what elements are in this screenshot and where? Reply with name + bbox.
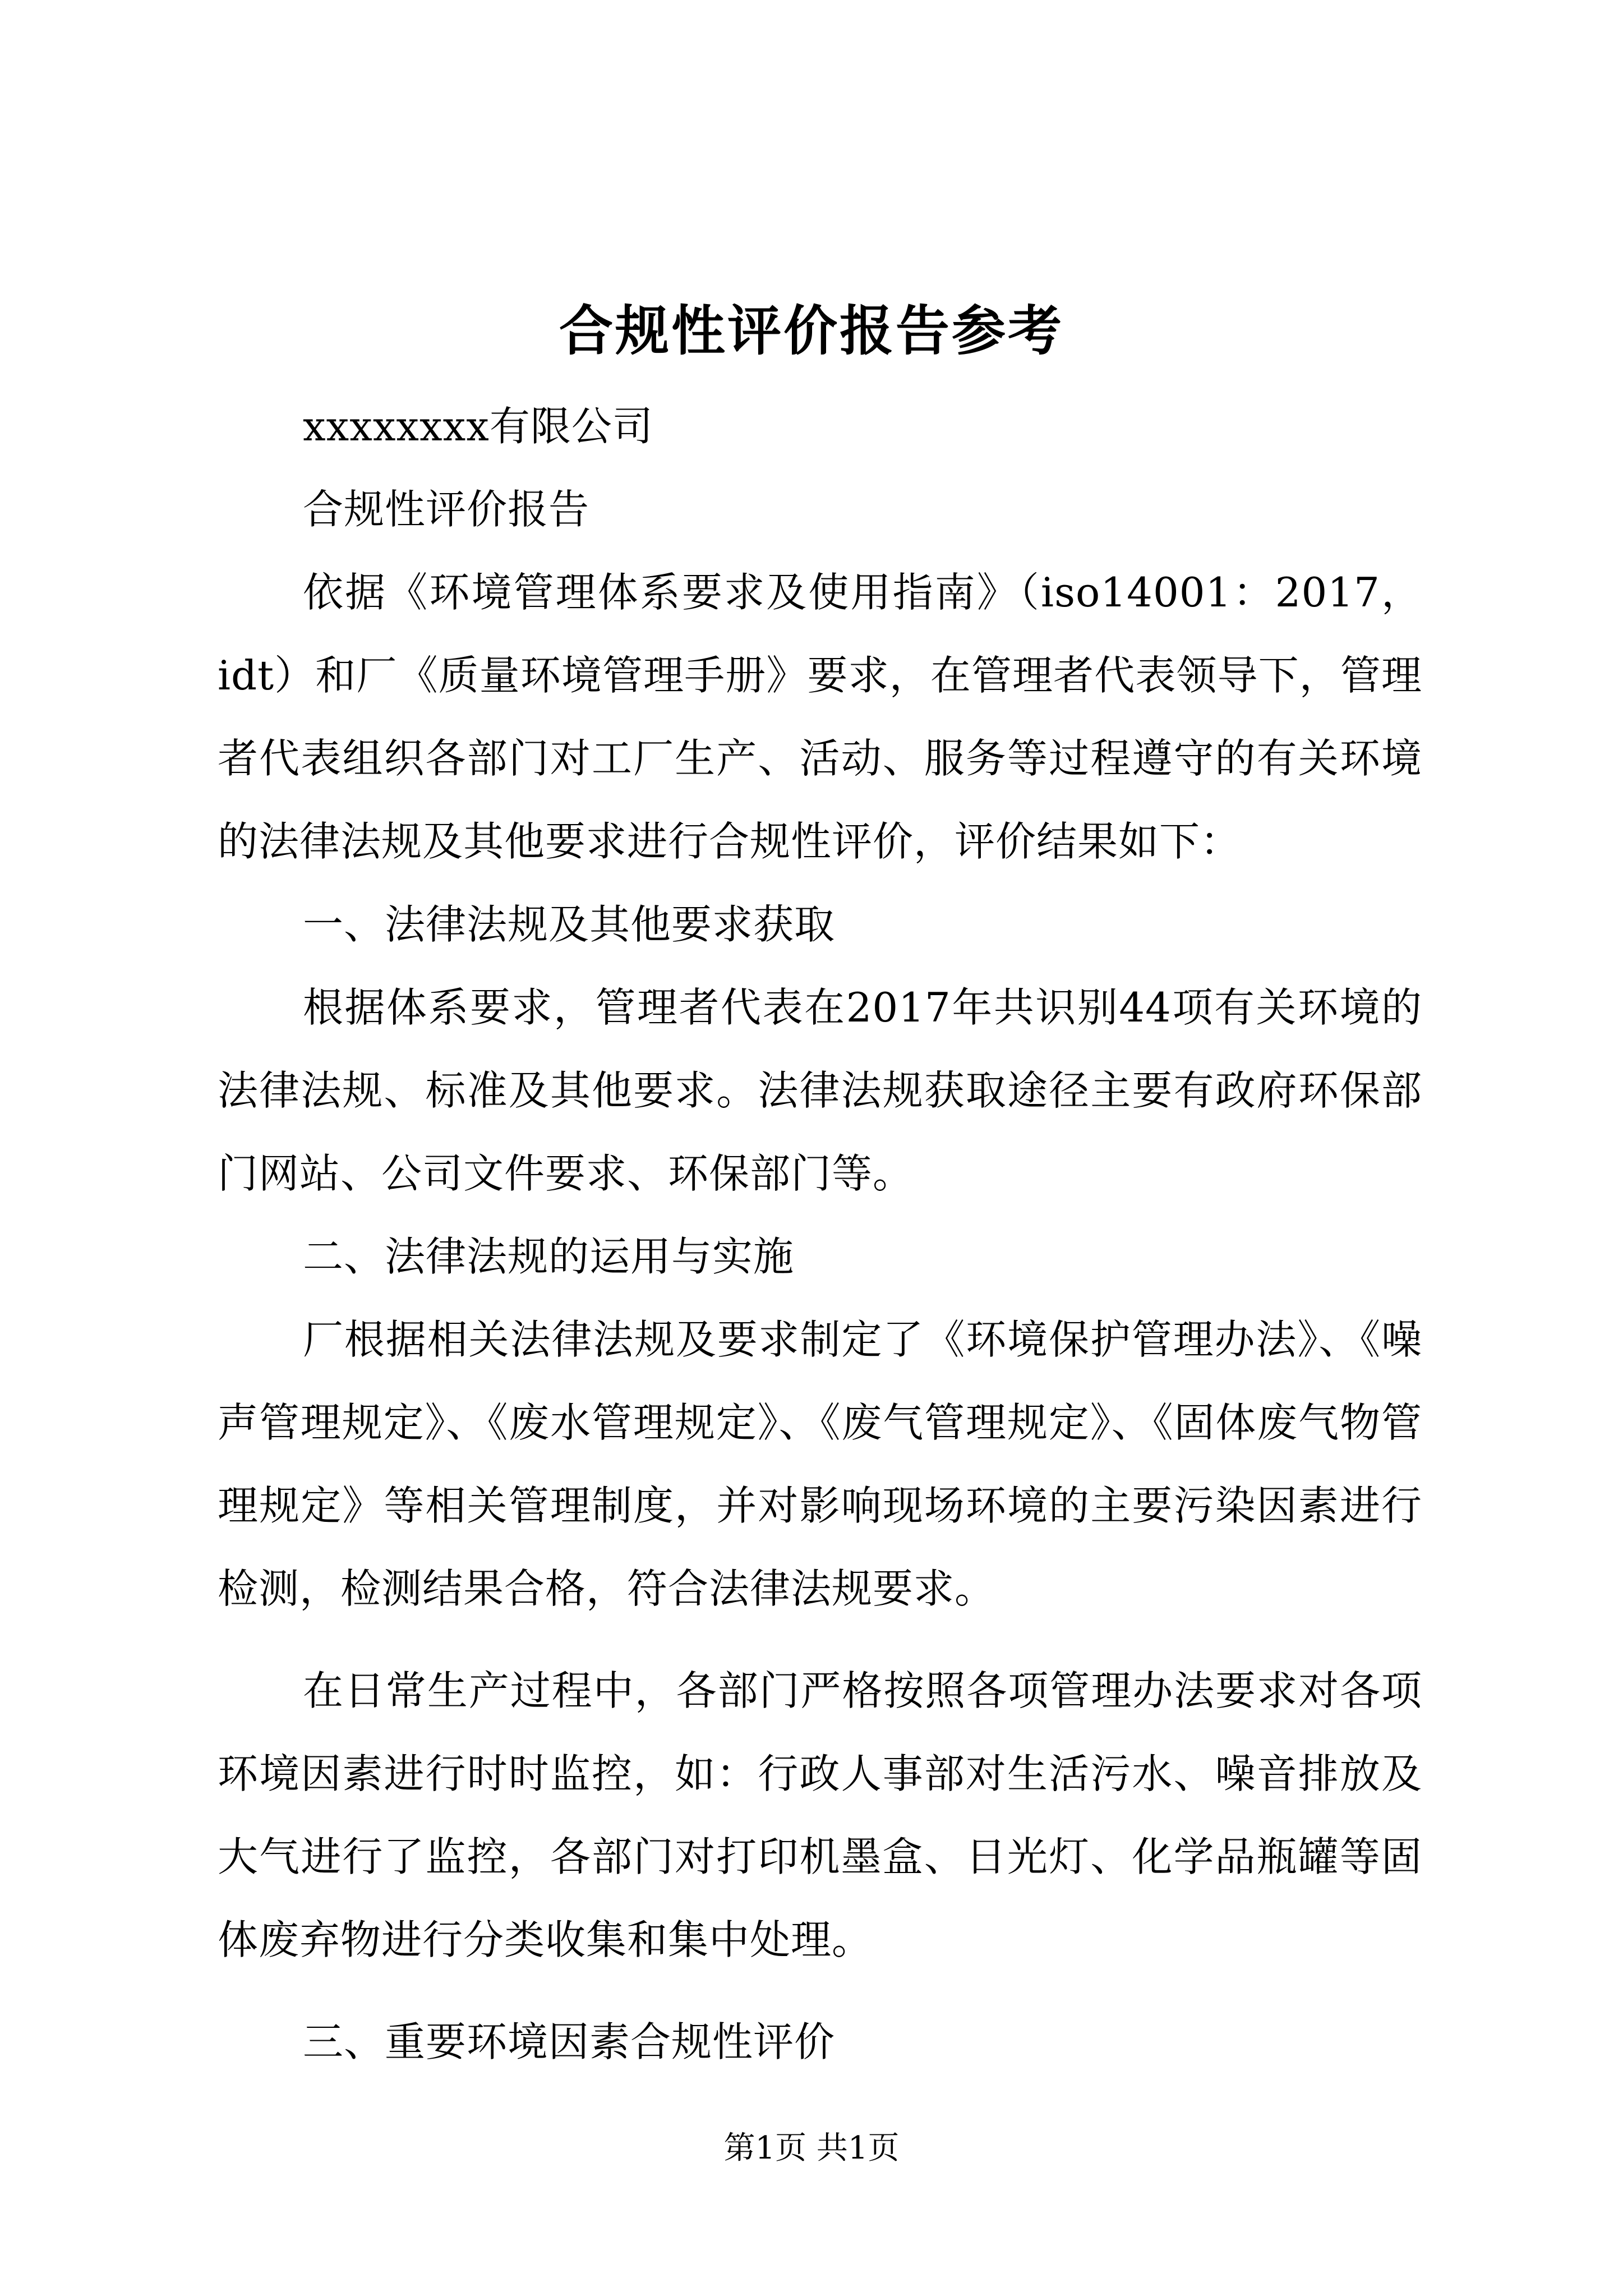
report-name: 合规性评价报告 — [303, 486, 590, 533]
company-name: xxxxxxxx有限公司 — [303, 403, 653, 450]
page-number: 第1页 共1页 — [723, 2130, 900, 2166]
paragraph-section-2a: 厂根据相关法律法规及要求制定了《环境保护管理办法》、《噪声管理规定》、《废水管理规定》、《废气管理规定》、《固体废气物管理规定》等相关管理制度，并对影响现场环境的主要污染因素进行检测，检测结果合格，符合法律法规要求。 — [218, 1316, 1422, 1612]
paragraph-section-2b: 在日常生产过程中，各部门严格按照各项管理办法要求对各项环境因素进行时时监控，如：行政人事部对生活污水、噪音排放及大气进行了监控，各部门对打印机墨盒、日光灯、化学品瓶罐等固体废弃物进行分类收集和集中处理。 — [218, 1667, 1422, 1963]
section-heading-2: 二、法律法规的运用与实施 — [303, 1233, 795, 1280]
document-body — [218, 385, 1422, 2083]
paragraph-intro: 依据《环境管理体系要求及使用指南》（iso14001：2017，idt）和厂《质量环境管理手册》要求，在管理者代表领导下，管理者代表组织各部门对工厂生产、活动、服务等过程遵守的有关环境的法律法规及其他要求进行合规性评价，评价结果如下： — [218, 569, 1422, 865]
section-heading-1: 一、法律法规及其他要求获取 — [303, 901, 836, 948]
paragraph-section-1: 根据体系要求，管理者代表在2017年共识别44项有关环境的法律法规、标准及其他要求。法律法规获取途径主要有政府环保部门网站、公司文件要求、环保部门等。 — [218, 984, 1422, 1197]
section-heading-3: 三、重要环境因素合规性评价 — [303, 2018, 836, 2065]
document-title: 合规性评价报告参考 — [559, 299, 1064, 362]
